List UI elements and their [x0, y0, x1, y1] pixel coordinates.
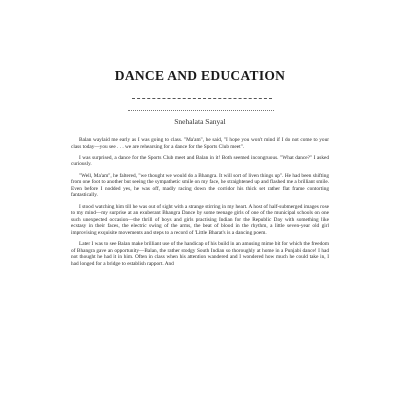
paragraph: I stood watching him till he was out of sight with a strange stirring in my heart. A host of half-submerged images rose to my mind—my surprise at an exuberant Bhangra Dance by some teenage girls of one of the municipal schools on one such unexpected occasion—the thrill of boys and girls practising Indian for the Republic Day with something like ecstasy in their faces, the electric swing of the arms, the beat of blood in the rhythm, a little seven-year old girl improvising exquisite movements and steps to a record of 'Little Bharat's is a dancing poem.	[71, 203, 329, 236]
paragraph: Later I was to see Balan make brilliant use of the handicap of his build in an amusing mime bit for which the freedom of Bhangra gave an opportunity—Balan, the rather stodgy South Indian so thoroughly at home in a Punjabi dance! I had not thought he had it in him. Often in class when his attention wandered and I wondered how much he could take in, I had longed for a bridge to establish rapport. And	[71, 241, 329, 267]
document-title: DANCE AND EDUCATION	[114, 68, 286, 83]
article-body	[71, 137, 329, 272]
paragraph: "Well, Ma'am", he faltered, "we thought we would do a Bhangra. It will sort of liven things up". He had been shifting from one foot to another but seeing the sympathetic smile on my face, he straightened up and flashed me a brilliant smile. Even before I nodded yes, he was off, madly racing down the corridor his thick set rather flat frame contorting fantastically.	[71, 172, 329, 199]
decorative-rule	[128, 110, 274, 111]
decorative-rule	[132, 98, 272, 99]
paragraph: I was surprised, a dance for the Sports Club meet and Balan in it! Both seemed incongruous. "What dance?" I asked curiously.	[71, 154, 329, 168]
author-name: Snehalata Sanyal	[174, 117, 226, 126]
paragraph: Balan waylaid me early as I was going to class. "Ma'am", he said, "I hope you won't mind if I do not come to your class today—you see . . . we are rehearsing for a dance for the Sports Club meet".	[71, 137, 329, 150]
